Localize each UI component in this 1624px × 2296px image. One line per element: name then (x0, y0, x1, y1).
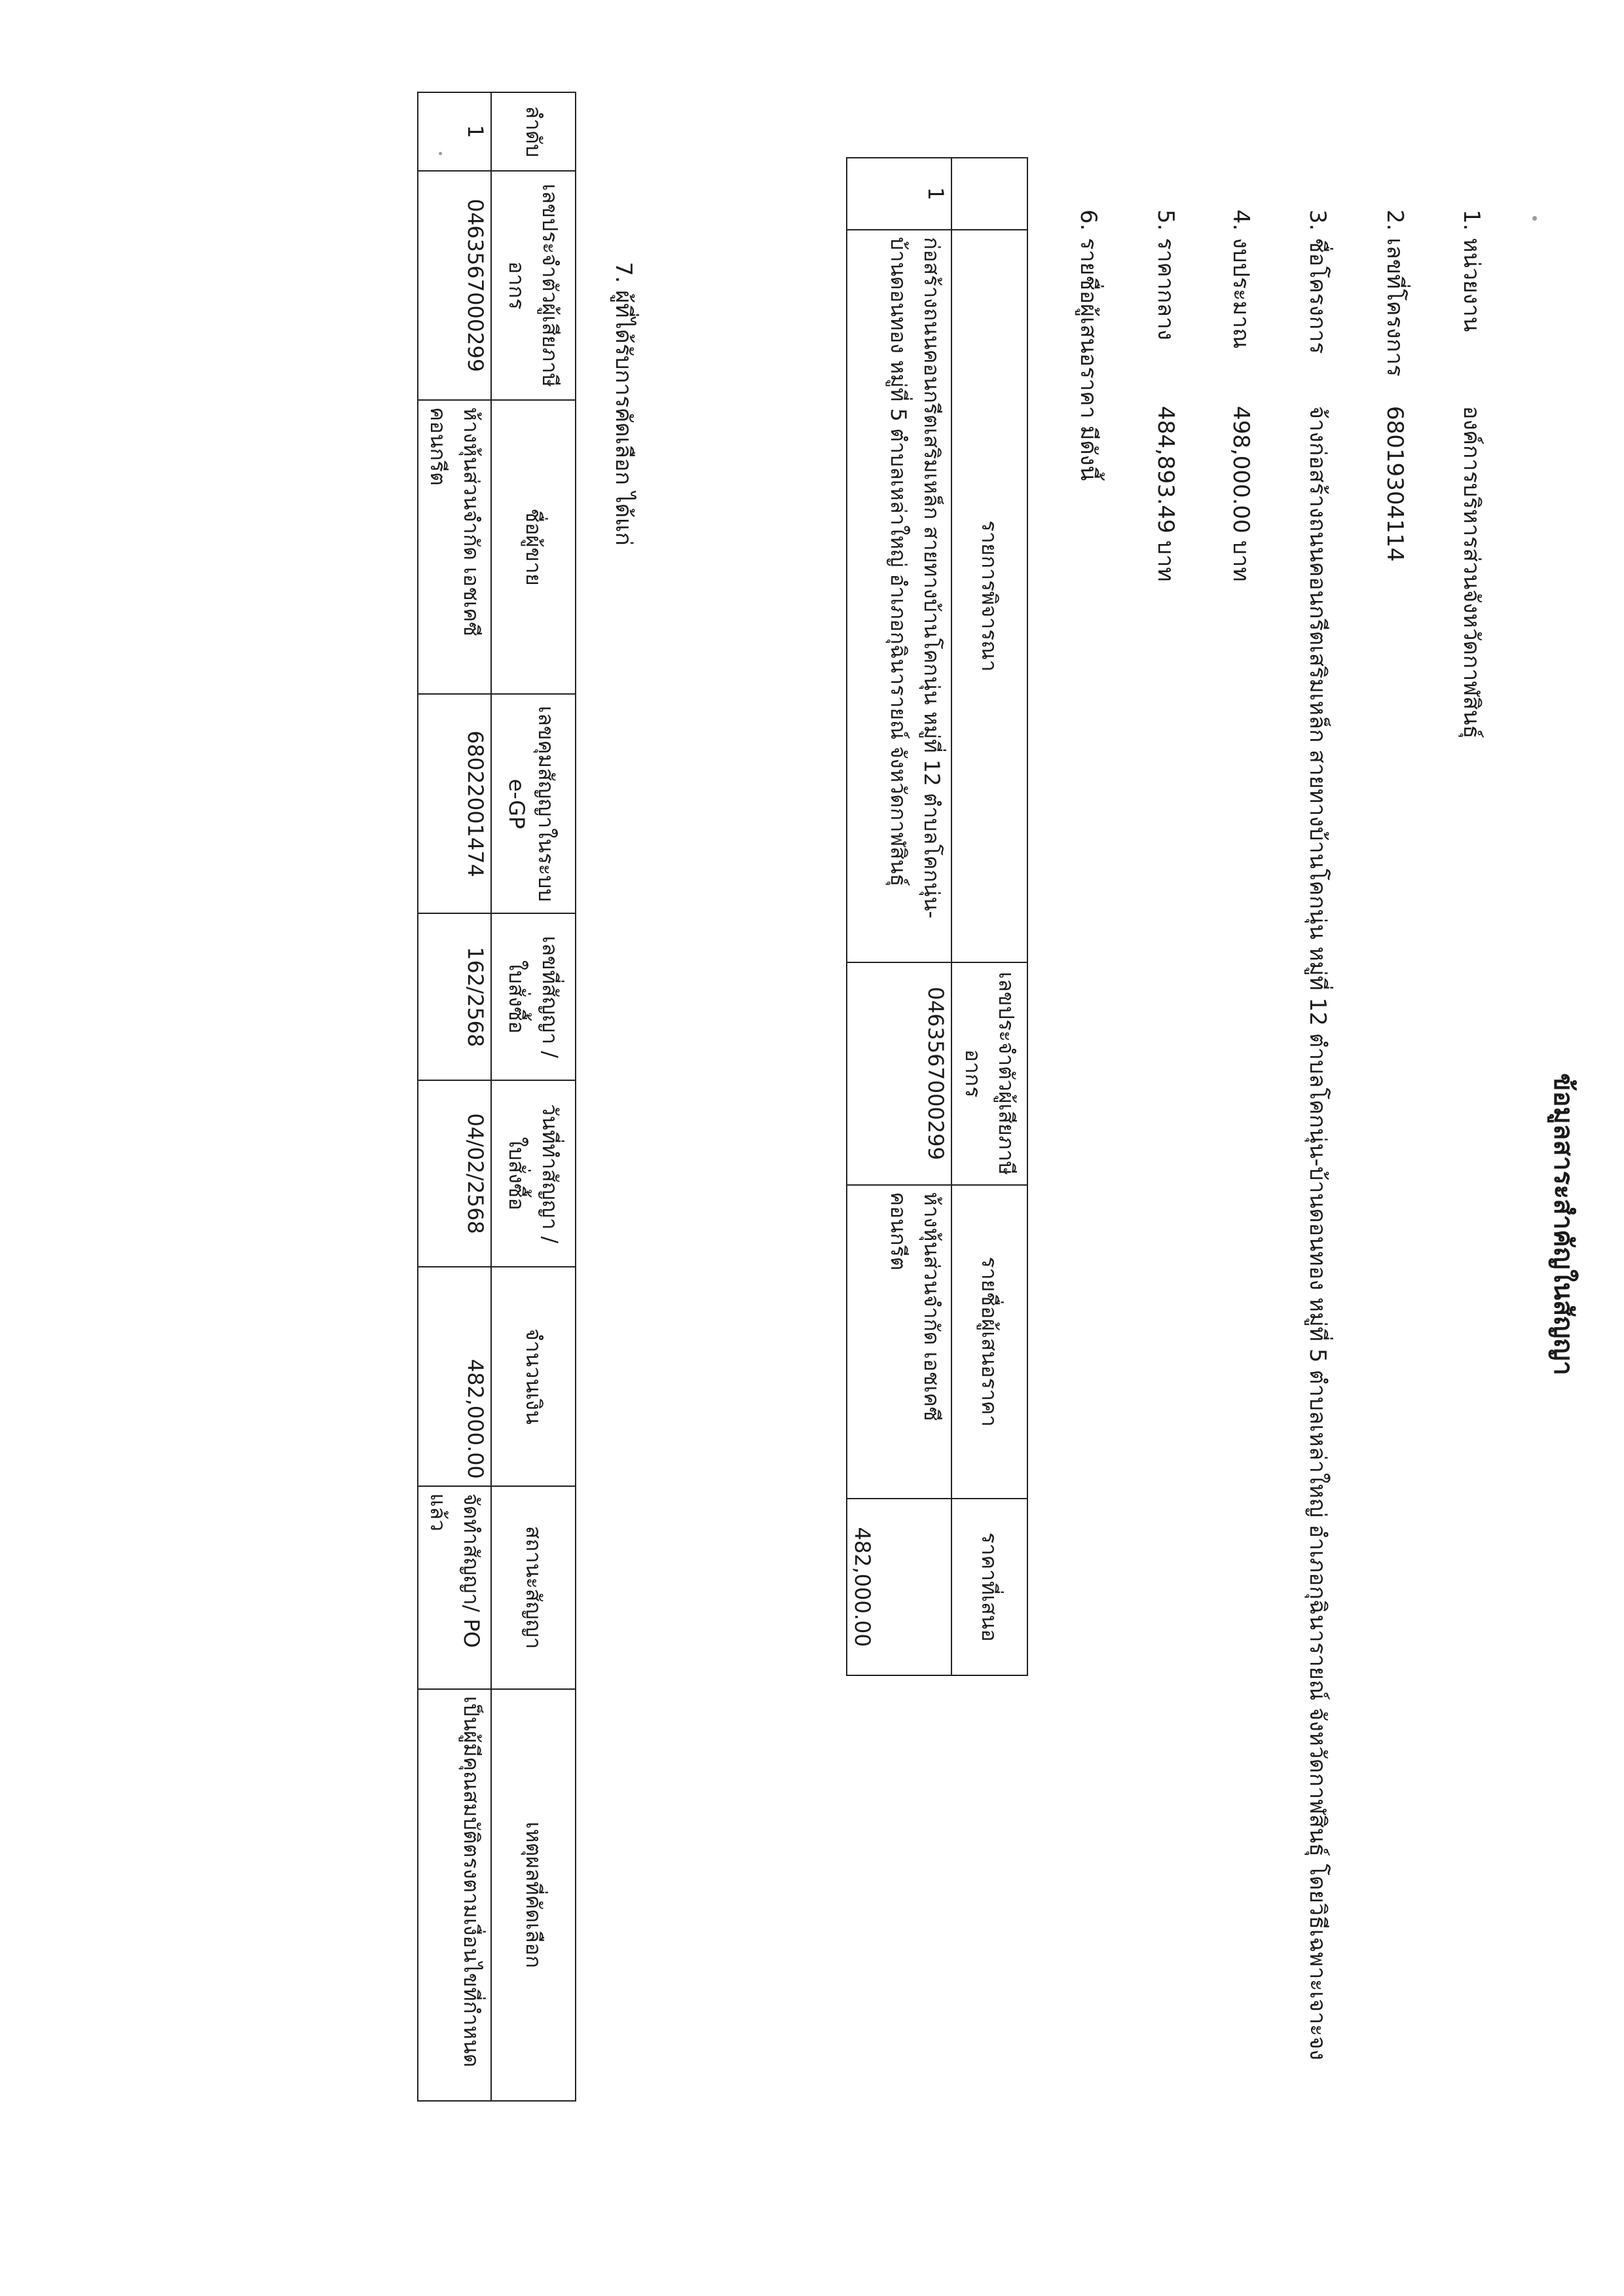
field-label: 6. รายชื่อผู้เสนอราคา มีดังนี้ (1075, 210, 1101, 481)
field-label: 5. ราคากลาง (1153, 210, 1179, 340)
winner-heading: 7. ผู้ที่ได้รับการคัดเลือก ได้แก่ (610, 262, 637, 546)
contract-number-cell: 162/2568 (418, 913, 491, 1080)
field-median-price (1149, 210, 1184, 582)
field-label: 4. งบประมาณ (1228, 210, 1254, 349)
field-value: 68019304114 (1382, 406, 1408, 562)
document-title: ข้อมูลสาระสำคัญในสัญญา (1548, 1073, 1578, 1376)
table-header-cell: เลขที่สัญญา / ใบสั่งซื้อ (491, 913, 576, 1080)
field-value: 484,893.49 บาท (1153, 406, 1179, 582)
egp-number-cell: 68022001474 (418, 694, 491, 913)
tax-id-cell: 0463567000299 (418, 171, 491, 400)
table-header-cell (951, 158, 1027, 230)
table-header-cell: ราคาที่เสนอ (951, 1499, 1027, 1675)
field-label: 3. ชื่อโครงการ (1304, 210, 1331, 354)
row-number: 1 (418, 92, 491, 171)
table-header-row (491, 92, 576, 2101)
table-header-cell: เลขประจำตัวผู้เสียภาษีอากร (491, 171, 576, 400)
table-row (847, 158, 951, 1675)
field-project-number (1378, 210, 1413, 562)
field-label: 2. เลขที่โครงการ (1382, 210, 1408, 377)
contract-date-cell: 04/02/2568 (418, 1080, 491, 1267)
vendor-cell: ห้างหุ้นส่วนจำกัด เอชเคซี คอนกรีต (418, 400, 491, 695)
amount-cell: 482,000.00 (418, 1267, 491, 1486)
table-header-cell: เลขประจำตัวผู้เสียภาษีอากร (951, 962, 1027, 1185)
field-project-name (1301, 210, 1336, 2060)
field-value: องค์การบริหารส่วนจังหวัดกาฬสินธุ์ (1458, 406, 1485, 739)
table-header-cell: รายชื่อผู้เสนอราคา (951, 1185, 1027, 1499)
field-value: จ้างก่อสร้างถนนคอนกรีตเสริมเหล็ก สายทางบ้านโคกนุ่น หมู่ที่ 12 ตำบลโคกนุ่น-บ้านดอนทอง หมู่ที่ 5 ตำบลเหล่าใหญ่ อำเภอกุฉินารายณ์ จังหวัดกาฬสินธุ์ โดยวิธีเฉพาะเจาะจง (1304, 406, 1331, 2060)
table-header-cell: ชื่อผู้ขาย (491, 400, 576, 695)
field-label: 1. หน่วยงาน (1458, 210, 1485, 332)
bidders-table (846, 157, 1028, 1676)
reason-cell: เป็นผู้มีคุณสมบัติตรงตามเงื่อนไขที่กำหนด (418, 1689, 491, 2101)
table-row (418, 92, 491, 2101)
field-value: 498,000.00 บาท (1228, 406, 1254, 582)
table-header-cell: จำนวนเงิน (491, 1267, 576, 1486)
row-number: 1 (847, 158, 951, 230)
field-agency (1454, 210, 1490, 738)
table-header-cell: ลำดับ (491, 92, 576, 171)
table-header-row (951, 158, 1027, 1675)
table-header-cell: วันที่ทำสัญญา / ใบสั่งซื้อ (491, 1080, 576, 1267)
table-header-cell: รายการพิจารณา (951, 230, 1027, 962)
field-bidders-heading (1071, 210, 1107, 481)
price-cell: 482,000.00 (847, 1499, 951, 1675)
field-budget (1224, 210, 1259, 582)
tax-id-cell: 0463567000299 (847, 962, 951, 1185)
table-header-cell: เลขคุมสัญญาในระบบ e-GP (491, 694, 576, 913)
item-cell: ก่อสร้างถนนคอนกรีตเสริมเหล็ก สายทางบ้านโคกนุ่น หมู่ที่ 12 ตำบลโคกนุ่น-บ้านดอนทอง หมู่ที่ 5 ตำบลเหล่าใหญ่ อำเภอกุฉินารายณ์ จังหวัดกาฬสินธุ์ (847, 230, 951, 962)
table-header-cell: เหตุผลที่คัดเลือก (491, 1689, 576, 2101)
status-cell: จัดทำสัญญา/ PO แล้ว (418, 1486, 491, 1689)
winner-table (417, 92, 576, 2102)
bidder-cell: ห้างหุ้นส่วนจำกัด เอชเคซี คอนกรีต (847, 1185, 951, 1499)
table-header-cell: สถานะสัญญา (491, 1486, 576, 1689)
